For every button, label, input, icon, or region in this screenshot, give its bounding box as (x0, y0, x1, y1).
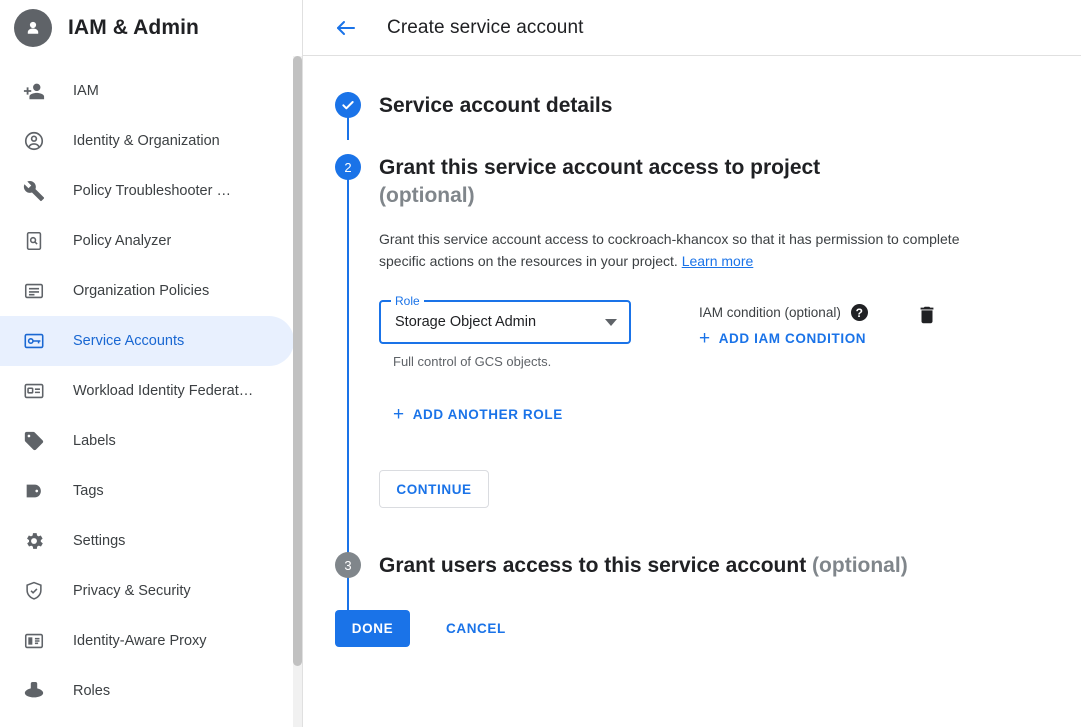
person-add-icon (22, 79, 46, 103)
step-3-title (379, 552, 1041, 580)
wizard-step-1[interactable] (303, 92, 1081, 120)
role-helper-text: Full control of GCS objects. (393, 354, 552, 369)
sidebar-nav (0, 56, 302, 716)
sidebar-item-service-accounts[interactable] (0, 316, 294, 366)
shield-person-icon (14, 9, 52, 47)
sidebar-item-identity-organization[interactable] (0, 116, 294, 166)
iam-condition-label: IAM condition (optional) (699, 305, 841, 320)
badge-key-icon (22, 329, 46, 353)
sidebar-scrollbar[interactable] (293, 56, 302, 727)
step-3-marker: 3 (335, 552, 361, 578)
product-title: IAM & Admin (68, 16, 199, 39)
gear-icon (22, 529, 46, 553)
sidebar-item-settings[interactable] (0, 516, 294, 566)
step-2-title (379, 154, 1041, 210)
sidebar-item-identity-aware-proxy[interactable] (0, 616, 294, 666)
sidebar-item-tags[interactable] (0, 466, 294, 516)
wizard-step-2 (303, 154, 1081, 508)
continue-button[interactable]: CONTINUE (379, 470, 489, 508)
chevron-down-icon[interactable] (605, 319, 617, 326)
label-icon (22, 429, 46, 453)
sidebar-item-label: IAM (73, 83, 99, 99)
role-row (379, 294, 1041, 369)
step-1-title: Service account details (379, 94, 613, 117)
role-select[interactable] (379, 294, 631, 344)
step-2-marker: 2 (335, 154, 361, 180)
sidebar-item-label: Policy Troubleshooter … (73, 183, 231, 199)
sidebar-item-label: Identity-Aware Proxy (73, 633, 207, 649)
add-another-role-button[interactable] (393, 405, 563, 424)
done-button[interactable]: DONE (335, 610, 410, 647)
trash-icon[interactable] (916, 300, 938, 331)
tag-icon (22, 479, 46, 503)
sidebar-item-label: Policy Analyzer (73, 233, 172, 249)
step-3-title-text: Grant users access to this service account (379, 554, 807, 577)
add-another-role-label: ADD ANOTHER ROLE (412, 407, 563, 422)
list-icon (22, 279, 46, 303)
sidebar-item-label: Labels (73, 433, 116, 449)
sidebar-item-label: Tags (73, 483, 104, 499)
sidebar-item-label: Roles (73, 683, 111, 699)
sidebar-item-label: Identity & Organization (73, 133, 220, 149)
document-search-icon (22, 229, 46, 253)
step-2-description (379, 228, 979, 272)
hat-icon (22, 679, 46, 703)
iam-condition-label-row (699, 304, 868, 321)
sidebar-item-label: Privacy & Security (73, 583, 191, 599)
sidebar-item-label: Organization Policies (73, 283, 210, 299)
arrow-left-icon[interactable] (333, 15, 359, 41)
sidebar-item-workload-identity-federation[interactable] (0, 366, 294, 416)
sidebar-item-roles[interactable] (0, 666, 294, 716)
sidebar-item-organization-policies[interactable] (0, 266, 294, 316)
main-panel (303, 0, 1081, 727)
role-selected-value: Storage Object Admin (395, 314, 537, 330)
sidebar-item-label: Service Accounts (73, 333, 185, 349)
plus-icon: + (699, 328, 711, 349)
sidebar-item-labels[interactable] (0, 416, 294, 466)
shield-check-icon (22, 579, 46, 603)
cancel-button[interactable]: CANCEL (434, 611, 518, 646)
sidebar-header (0, 0, 302, 56)
learn-more-link[interactable]: Learn more (681, 253, 754, 269)
wizard-content (303, 56, 1081, 647)
account-circle-icon (22, 129, 46, 153)
sidebar-scrollbar-thumb[interactable] (293, 56, 302, 666)
wizard-step-3[interactable] (303, 552, 1081, 580)
id-card-icon (22, 379, 46, 403)
step-3-optional: (optional) (812, 554, 908, 577)
sidebar-item-label: Settings (73, 533, 126, 549)
sidebar-item-label: Workload Identity Federat… (73, 383, 254, 399)
wizard-footer (335, 610, 1081, 647)
sidebar-item-policy-analyzer[interactable] (0, 216, 294, 266)
step-2-description-text: Grant this service account access to cockroach-khancox so that it has permission to complete specific actions on the resources in your project. (379, 231, 960, 269)
add-iam-condition-label: ADD IAM CONDITION (718, 331, 867, 346)
plus-icon: + (393, 404, 405, 425)
role-label: Role (391, 294, 424, 308)
step-2-title-text: Grant this service account access to project (379, 156, 821, 179)
step-2-optional: (optional) (379, 184, 475, 207)
proxy-icon (22, 629, 46, 653)
sidebar (0, 0, 303, 727)
iam-condition-block (699, 300, 868, 348)
page-header (303, 0, 1081, 56)
page-title: Create service account (387, 16, 584, 38)
sidebar-item-iam[interactable] (0, 66, 294, 116)
help-icon[interactable]: ? (851, 304, 868, 321)
sidebar-item-privacy-security[interactable] (0, 566, 294, 616)
check-icon (335, 92, 361, 118)
sidebar-item-policy-troubleshooter[interactable] (0, 166, 294, 216)
add-iam-condition-button[interactable] (699, 329, 868, 348)
role-field (379, 294, 631, 369)
wrench-icon (22, 179, 46, 203)
